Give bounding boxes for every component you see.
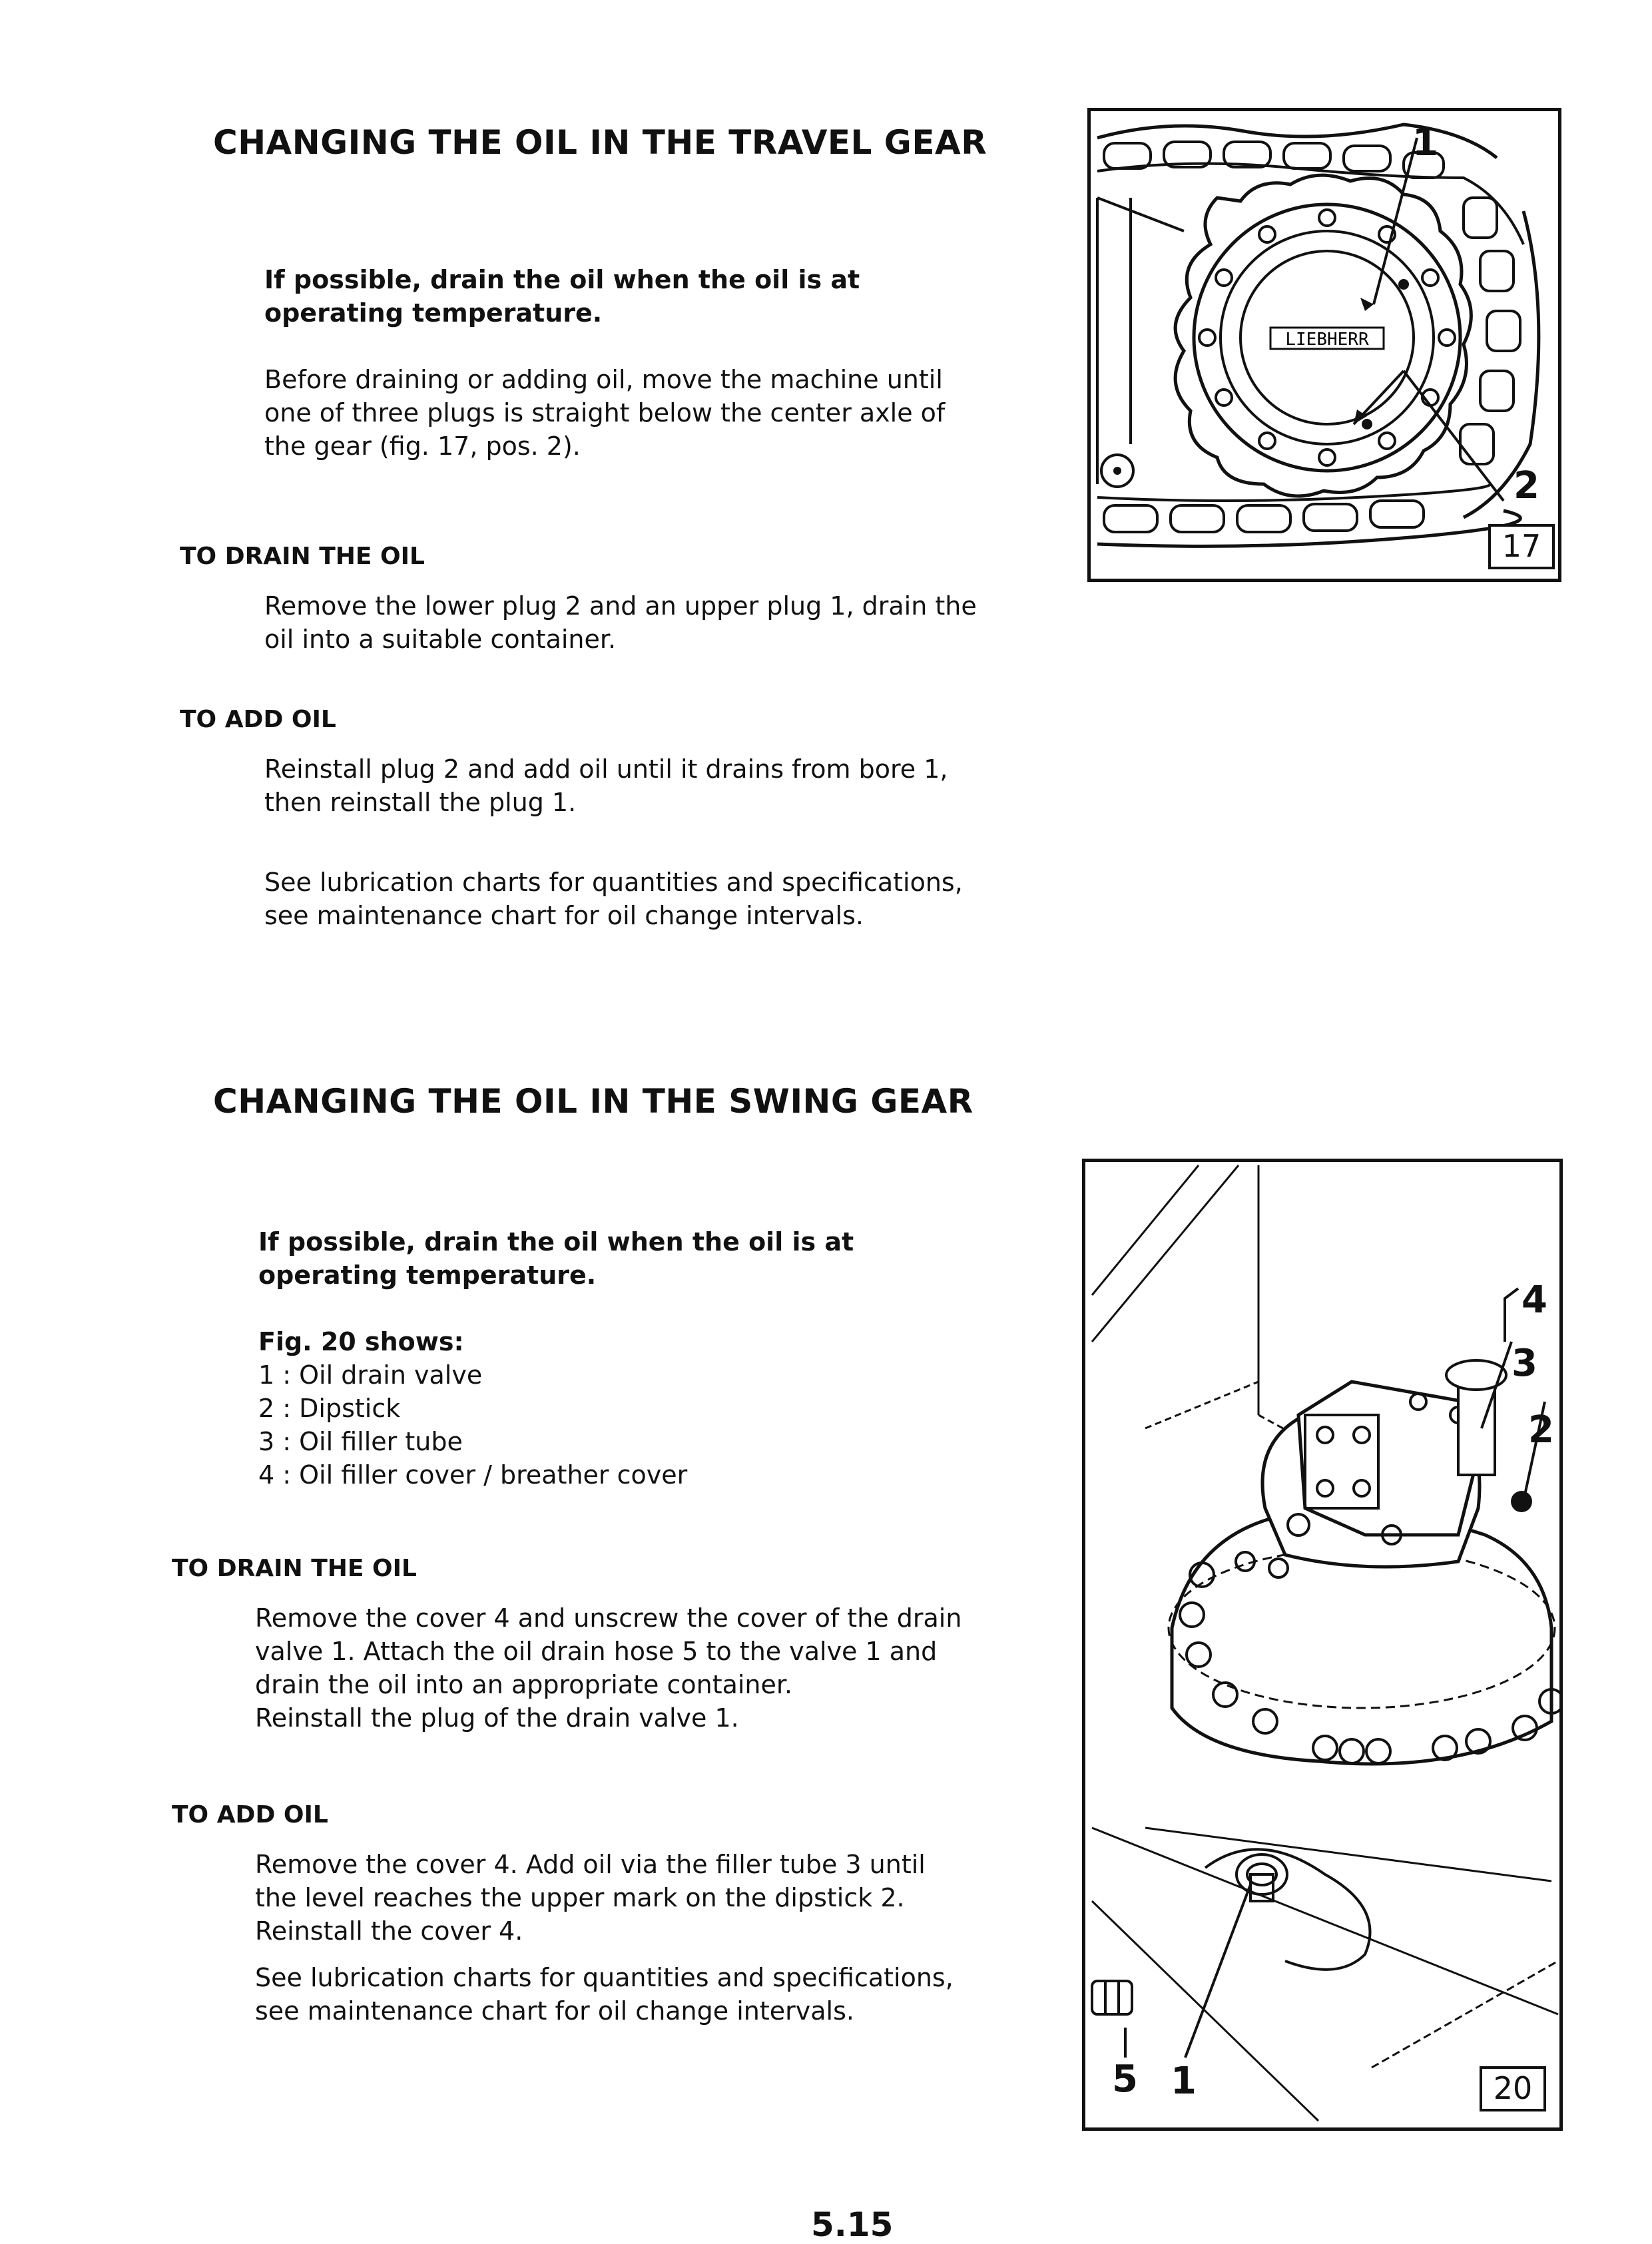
fig20-label-1: 1	[1171, 2060, 1197, 2103]
travel-section-title: CHANGING THE OIL IN THE TRAVEL GEAR	[213, 123, 987, 162]
fig17-label-2: 2	[1514, 464, 1539, 507]
swing-drain-heading: TO DRAIN THE OIL	[172, 1555, 417, 1582]
swing-fig-list	[258, 1325, 971, 1492]
figure-17-number: 17	[1488, 524, 1555, 569]
figure-20-swing-gear	[1082, 1159, 1563, 2131]
figure-20-number: 20	[1480, 2066, 1546, 2111]
swing-fig-item-3: 3 : Oil filler tube	[258, 1427, 463, 1456]
travel-intro: If possible, drain the oil when the oil is at operating temperature.	[264, 265, 860, 328]
travel-gear-drawing	[1091, 111, 1558, 579]
fig17-label-1: 1	[1412, 121, 1438, 164]
swing-add-heading: TO ADD OIL	[172, 1801, 328, 1828]
travel-add-heading: TO ADD OIL	[180, 706, 336, 733]
figure-17-travel-gear	[1087, 108, 1561, 582]
swing-drain-text-2: Reinstall the plug of the drain valve 1.	[255, 1703, 739, 1733]
travel-drain-text: Remove the lower plug 2 and an upper plug 1, drain the oil into a suitable container.	[264, 591, 977, 654]
swing-intro: If possible, drain the oil when the oil is at operating temperature.	[258, 1227, 854, 1290]
swing-drain-text-1: Remove the cover 4 and unscrew the cover of the drain valve 1. Attach the oil drain hose 5 to the valve 1 and drain the oil into an appropriate container.	[255, 1603, 962, 1699]
travel-see-text: See lubrication charts for quantities and specifications, see maintenance chart for oil change intervals.	[264, 868, 963, 930]
swing-drain-text	[255, 1601, 971, 1735]
travel-drain-heading: TO DRAIN THE OIL	[180, 543, 425, 570]
swing-see-text: See lubrication charts for quantities and specifications, see maintenance chart for oil change intervals.	[255, 1963, 954, 2026]
swing-add-text: Remove the cover 4. Add oil via the filler tube 3 until the level reaches the upper mark on the dipstick 2. Reinstall the cover 4.	[255, 1850, 926, 1946]
swing-fig-heading: Fig. 20 shows:	[258, 1327, 464, 1356]
fig20-label-3: 3	[1512, 1342, 1537, 1385]
fig20-label-4: 4	[1521, 1278, 1547, 1322]
swing-fig-item-2: 2 : Dipstick	[258, 1394, 401, 1423]
travel-before-text: Before draining or adding oil, move the machine until one of three plugs is straight below the center axle of the gear (fig. 17, pos. 2).	[264, 365, 946, 461]
fig20-label-2: 2	[1528, 1408, 1554, 1452]
fig20-label-5: 5	[1112, 2058, 1138, 2101]
travel-add-text: Reinstall plug 2 and add oil until it drains from bore 1, then reinstall the plug 1.	[264, 754, 948, 817]
swing-fig-item-1: 1 : Oil drain valve	[258, 1360, 483, 1390]
page-number: 5.15	[811, 2205, 894, 2244]
swing-section-title: CHANGING THE OIL IN THE SWING GEAR	[213, 1082, 973, 1121]
liebherr-logo-text: LIEBHERR	[1285, 330, 1369, 350]
swing-fig-item-4: 4 : Oil filler cover / breather cover	[258, 1460, 688, 1490]
swing-gear-drawing	[1085, 1162, 1559, 2127]
